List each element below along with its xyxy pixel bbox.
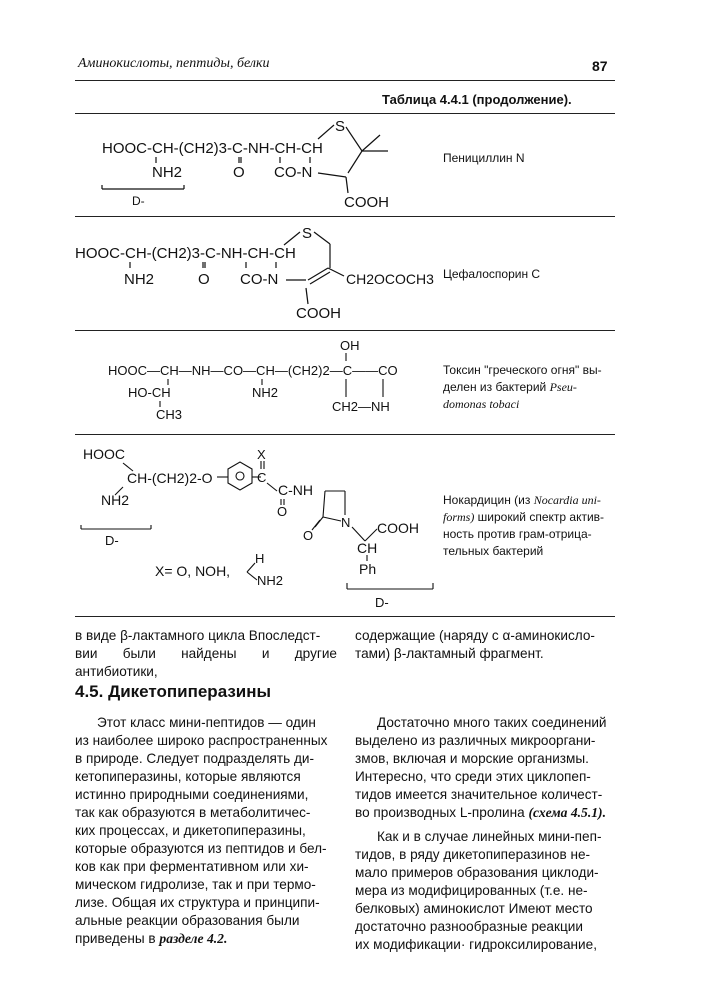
toxin-name-line2: делен из бактерий (443, 380, 550, 394)
body-left-column (75, 714, 337, 948)
body-line: альные реакции образования были (75, 913, 300, 928)
body-line (75, 930, 337, 948)
nocardicin-x-definition: X= O, NOH, (155, 563, 231, 579)
nocardicin-species: forms) (443, 510, 475, 524)
cephalosporin-cooh: COOH (296, 305, 341, 322)
body-line: мическом гидролизе, так и при термо- (75, 877, 316, 892)
toxin-oh: OH (340, 338, 360, 353)
intro-left-line: в виде β-лактамного цикла Впоследст- (75, 628, 321, 643)
toxin-nh2: NH2 (252, 385, 279, 400)
cephalosporin-oxygen: O (198, 271, 210, 288)
cephalosporin-nh2: NH2 (124, 271, 155, 288)
cephalosporin-name: Цефалоспорин С (443, 267, 541, 281)
nocardicin-x: X (257, 447, 266, 462)
toxin-species: domonas tobaci (443, 397, 520, 411)
body-line: истинно природными соединениями, (75, 787, 309, 802)
nocardicin-o1: O (277, 504, 288, 519)
nocardicin-ch: CH (357, 540, 378, 556)
body-line-text: приведены в (75, 931, 160, 946)
body-line: тидов имеется значительное количест- (355, 787, 603, 802)
cephalosporin-main-chain: HOOC-CH-(CH2)3-C-NH-CH-CH (75, 245, 296, 262)
nocardicin-name-a: Нокардицин (из (443, 493, 534, 507)
penicillin-sulfur: S (335, 118, 346, 135)
cephalosporin-side-chain: CH2OCOCH3 (346, 271, 434, 287)
nocardicin-cooh: COOH (377, 520, 419, 536)
penicillin-co-n: CO-N (274, 164, 313, 181)
body-line: из наиболее широко распространенных (75, 733, 328, 748)
cephalosporin-sulfur: S (302, 225, 313, 242)
table-title: Таблица 4.4.1 (продолжение). (382, 92, 572, 107)
body-line: выделено из различных микрооргани- (355, 733, 596, 748)
toxin-main-chain: HOOC—CH—NH—CO—CH—(CH2)2—C——CO (108, 363, 398, 378)
nocardicin-name-c: ность против грам-отрица- (443, 527, 592, 541)
toxin-name (443, 362, 618, 413)
body-line: змов, включая и морские организмы. (355, 751, 589, 766)
body-line: мера из модифицированных (т.е. не- (355, 883, 588, 898)
body-line-text: во производных L-пролина (355, 805, 529, 820)
row-rule-3 (75, 434, 615, 435)
table-bottom-rule (75, 616, 615, 617)
nocardicin-c-nh: C-NH (278, 482, 313, 498)
nocardicin-d-label-1: D- (105, 533, 119, 548)
body-line: ков как при ферментативном или хи- (75, 859, 309, 874)
penicillin-cooh: COOH (344, 194, 389, 211)
penicillin-nh2: NH2 (152, 164, 183, 181)
toxin-name-line1: Токсин "греческого огня" вы- (443, 363, 602, 377)
running-title: Аминокислоты, пептиды, белки (78, 56, 270, 71)
toxin-ch3: CH3 (156, 407, 183, 422)
body-line: кетопиперазины, которые являются (75, 769, 301, 784)
body-line: белковых) аминокислот Имеют место (355, 901, 593, 916)
nocardicin-d-label-2: D- (375, 595, 389, 610)
row-rule-2 (75, 330, 615, 331)
intro-left-line: вии были найдены и другие антибиотики, (75, 646, 337, 679)
penicillin-structure (90, 113, 430, 215)
scheme-reference: (схема 4.5.1). (528, 805, 606, 820)
cephalosporin-co-n: CO-N (240, 271, 279, 288)
penicillin-oxygen: O (233, 164, 245, 181)
nocardicin-genus: Nocardia uni- (533, 493, 601, 507)
body-line: в природе. Следует подразделять ди- (75, 751, 315, 766)
intro-right-line: содержащие (наряду с α-аминокисло- (355, 628, 595, 643)
toxin-ho-ch: HO-CH (128, 385, 171, 400)
intro-right-line: тами) β-лактамный фрагмент. (355, 646, 544, 661)
body-line: лизе. Общая их структура и принципи- (75, 895, 320, 910)
nocardicin-nh2-b: NH2 (257, 573, 284, 588)
cephalosporin-structure (70, 218, 450, 328)
body-line: ких процессах, и дикетопиперазины, (75, 823, 306, 838)
nocardicin-o2: O (303, 528, 314, 543)
body-line: Как и в случае линейных мини-пеп- (377, 829, 602, 844)
nocardicin-c: C (257, 470, 267, 485)
toxin-ch2-nh: CH2—NH (332, 399, 390, 414)
nocardicin-nh2: NH2 (101, 492, 130, 508)
nocardicin-structure (75, 437, 445, 615)
body-line: мало примеров образования циклоди- (355, 865, 599, 880)
body-right-column (355, 714, 617, 954)
body-line: их модификации· гидроксилирование, (355, 937, 597, 952)
nocardicin-name-d: тельных бактерий (443, 544, 544, 558)
body-line: которые образуются из пептидов и бел- (75, 841, 327, 856)
body-line: так как образуются в метаболитичес- (75, 805, 311, 820)
nocardicin-name (443, 492, 618, 560)
nocardicin-n: N (341, 515, 351, 530)
body-line: Интересно, что среди этих циклопеп- (355, 769, 591, 784)
nocardicin-chain: CH-(CH2)2-O (127, 470, 213, 486)
intro-left (75, 627, 337, 681)
nocardicin-ph: Ph (359, 561, 377, 577)
intro-right (355, 627, 617, 663)
nocardicin-name-b: широкий спектр актив- (474, 510, 605, 524)
body-line: достаточно разнообразные реакции (355, 919, 583, 934)
section-reference: разделе 4.2. (159, 931, 228, 946)
header-rule (75, 80, 615, 81)
toxin-genus: Pseu- (549, 380, 577, 394)
penicillin-d-label: D- (132, 194, 145, 208)
body-line: тидов, в ряду дикетопиперазинов не- (355, 847, 591, 862)
penicillin-main-chain: HOOC-CH-(CH2)3-C-NH-CH-CH (102, 140, 323, 157)
row-rule-1 (75, 216, 615, 217)
toxin-structure (100, 333, 420, 433)
body-line: Достаточно много таких соединений (377, 715, 607, 730)
penicillin-name: Пенициллин N (443, 151, 525, 165)
body-line (355, 804, 617, 822)
body-line: Этот класс мини-пептидов — один (97, 715, 316, 730)
page-number: 87 (592, 58, 608, 74)
nocardicin-hooc: HOOC (83, 446, 125, 462)
section-title: 4.5. Дикетопиперазины (75, 682, 272, 701)
nocardicin-h: H (255, 551, 265, 566)
